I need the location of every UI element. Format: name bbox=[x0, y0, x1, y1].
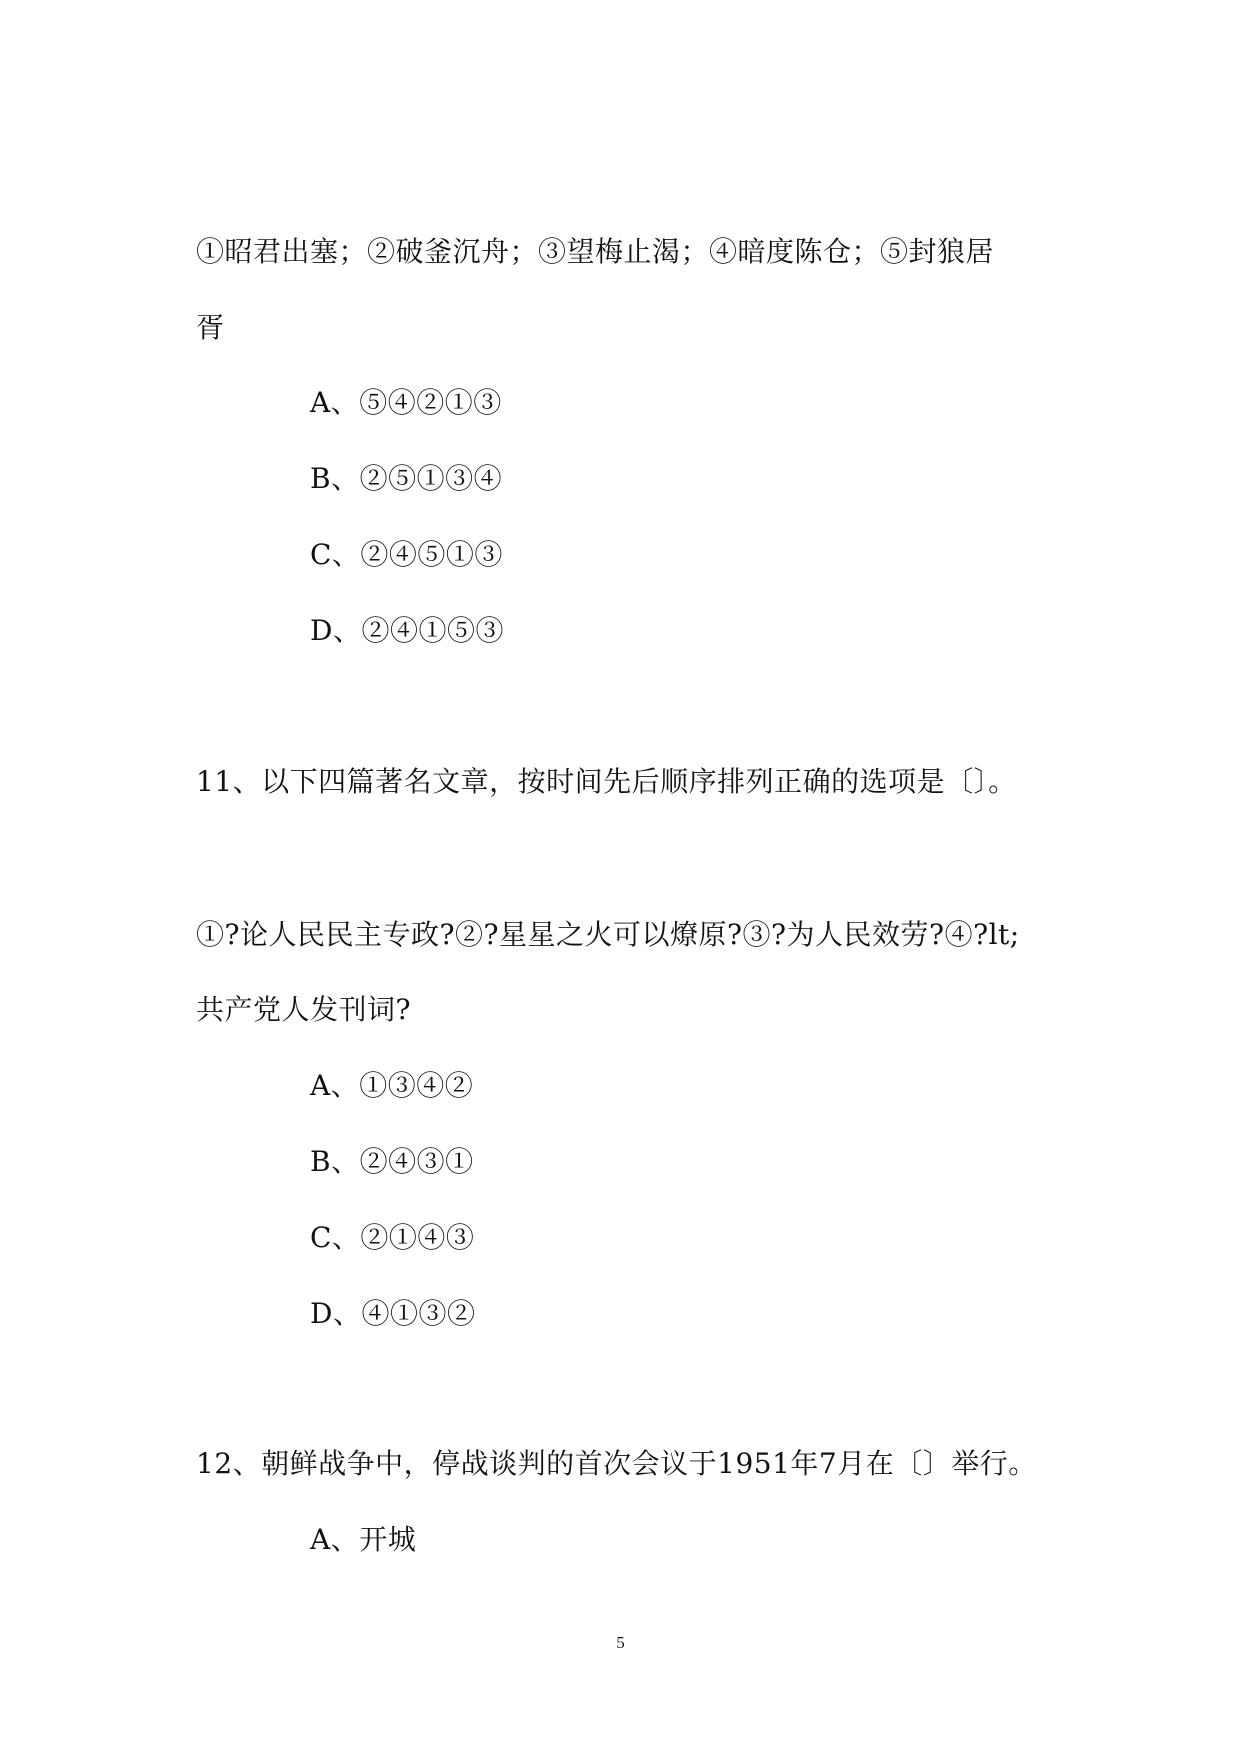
q12-question: 12、朝鲜战争中，停战谈判的首次会议于1951年7月在〔〕举行。 bbox=[196, 1447, 1037, 1480]
q10-option-c: C、②④⑤①③ bbox=[310, 538, 503, 571]
q10-stem-line-1: ①昭君出塞；②破釜沉舟；③望梅止渴；④暗度陈仓；⑤封狼居 bbox=[196, 235, 995, 268]
q12-option-a: A、开城 bbox=[310, 1523, 417, 1556]
q10-option-a: A、⑤④②①③ bbox=[310, 386, 502, 419]
q11-option-a: A、①③④② bbox=[310, 1069, 474, 1102]
page-number: 5 bbox=[616, 1633, 625, 1652]
q10-option-b: B、②⑤①③④ bbox=[310, 462, 503, 495]
q11-option-b: B、②④③① bbox=[310, 1145, 474, 1178]
q11-stem-line-2: 共产党人发刊词? bbox=[196, 993, 412, 1026]
q10-stem-line-2: 胥 bbox=[196, 311, 225, 344]
q11-option-d: D、④①③② bbox=[310, 1297, 476, 1330]
q11-option-c: C、②①④③ bbox=[310, 1221, 475, 1254]
q11-question: 11、以下四篇著名文章，按时间先后顺序排列正确的选项是〔〕。 bbox=[196, 765, 1017, 798]
q11-stem-line-1: ①?论人民民主专政?②?星星之火可以燎原?③?为人民效劳?④?lt; bbox=[196, 918, 1020, 951]
q10-option-d: D、②④①⑤③ bbox=[310, 614, 504, 647]
